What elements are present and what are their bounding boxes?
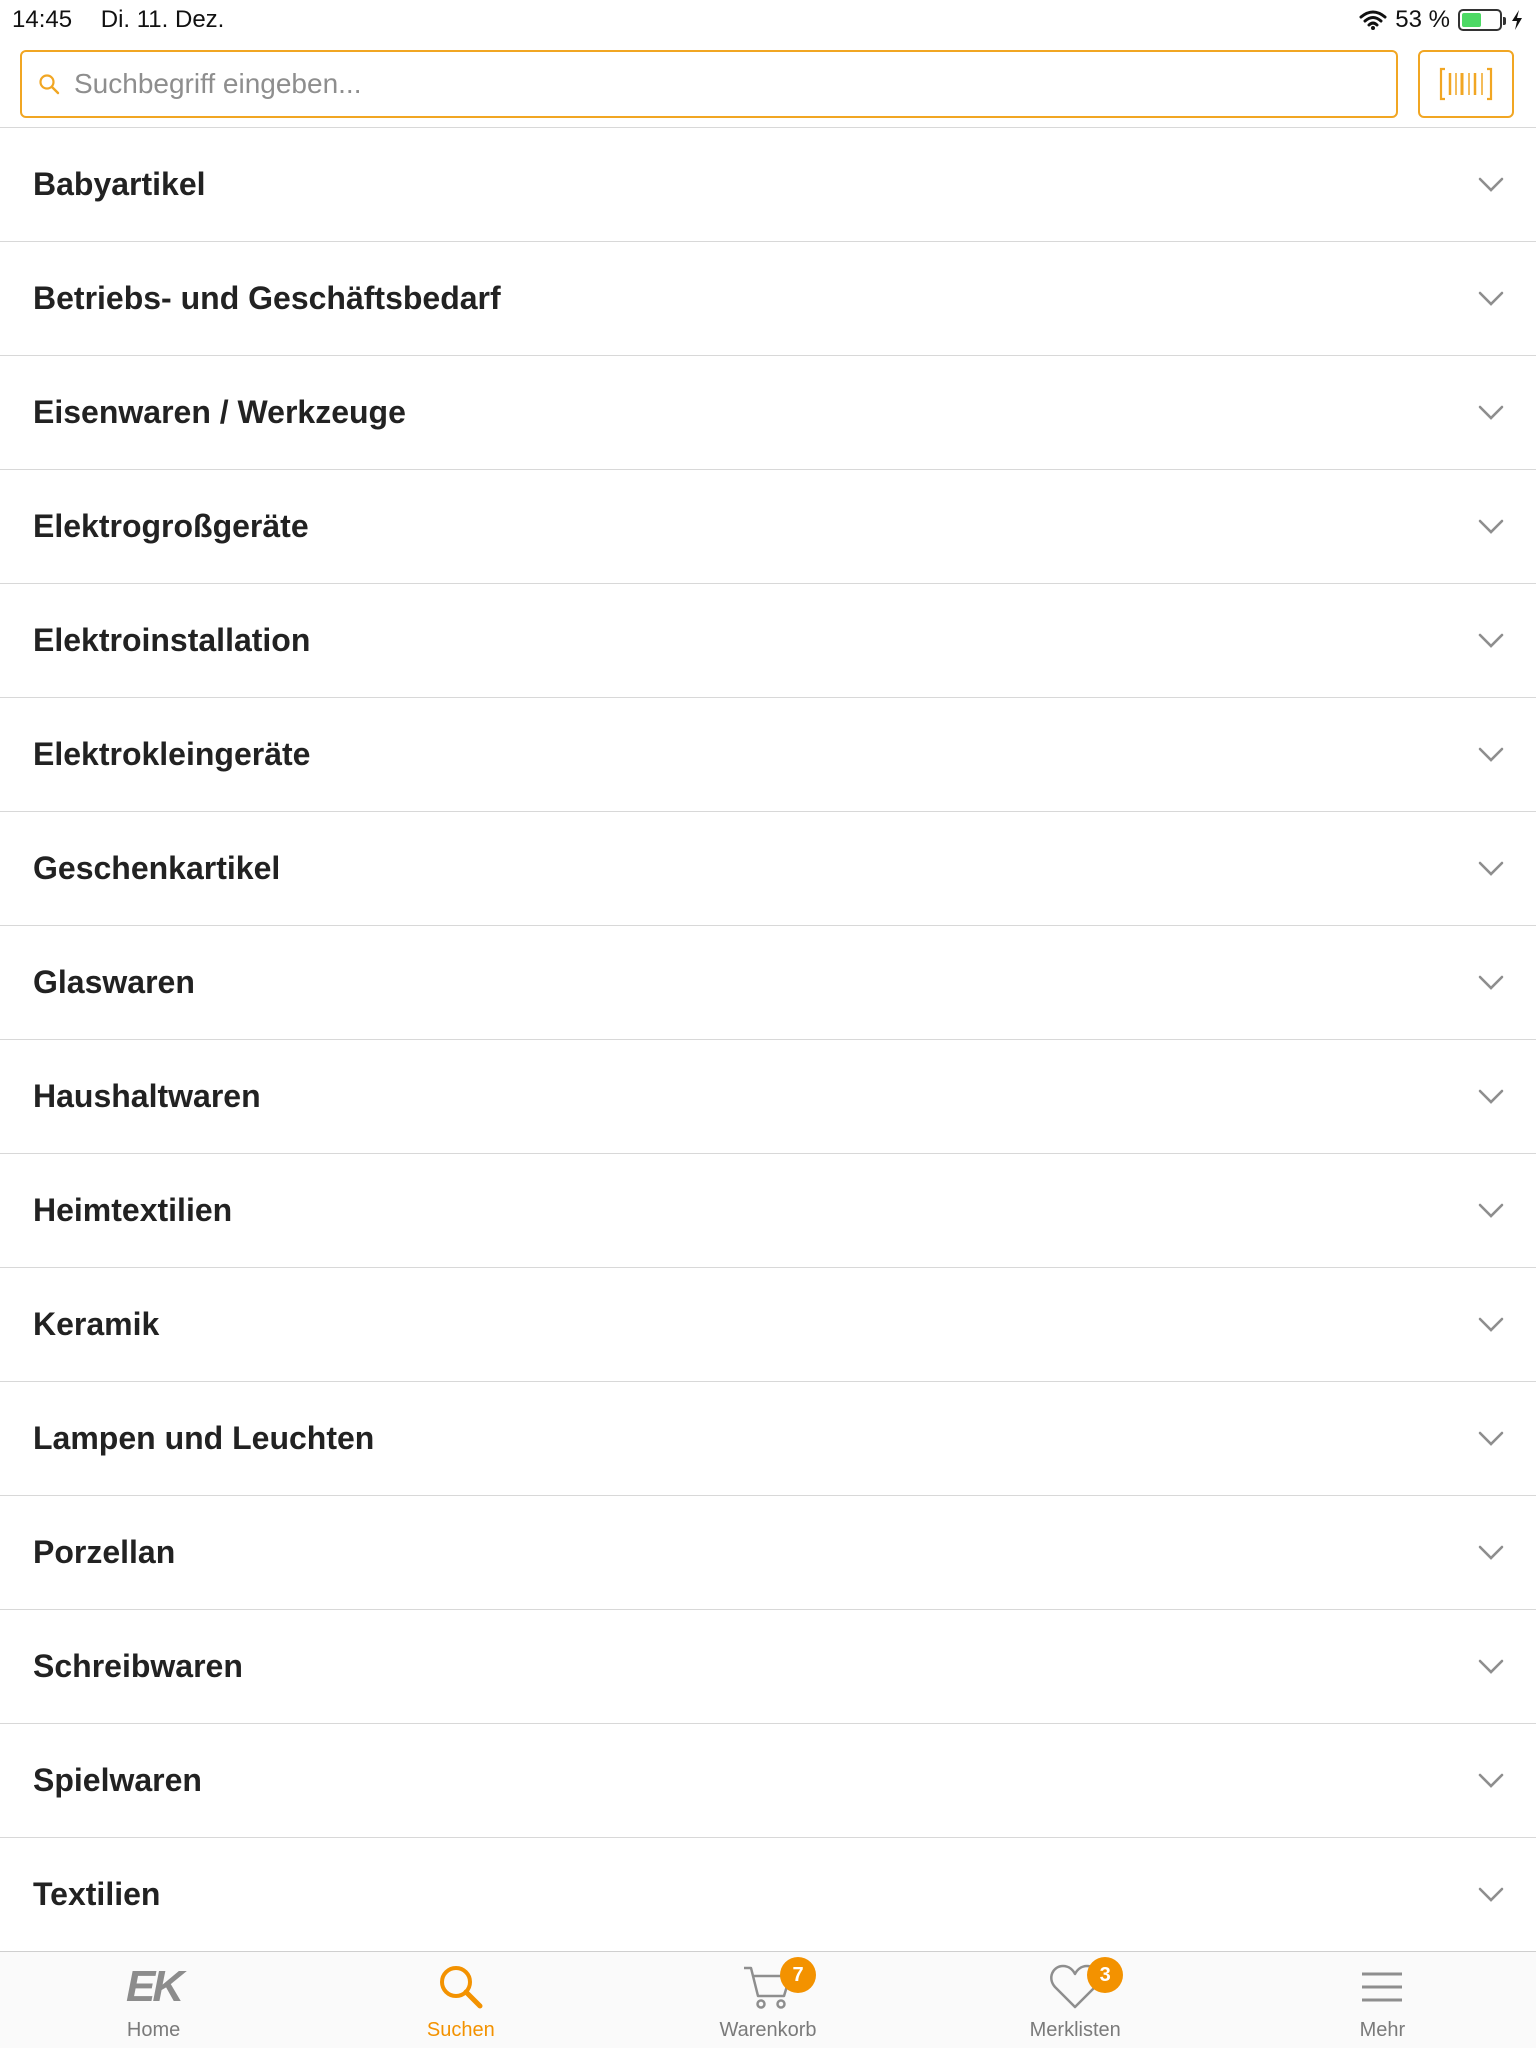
chevron-down-icon xyxy=(1478,1317,1504,1333)
chevron-down-icon xyxy=(1478,975,1504,991)
status-date: Di. 11. Dez. xyxy=(100,6,225,33)
battery-icon xyxy=(1458,9,1502,31)
category-item-haushaltwaren[interactable] xyxy=(0,1040,1536,1154)
wifi-icon xyxy=(1359,9,1387,31)
category-item-lampen[interactable] xyxy=(0,1382,1536,1496)
status-time: 14:45 xyxy=(12,6,73,33)
category-label: Babyartikel xyxy=(33,166,206,202)
category-item-eisenwaren[interactable] xyxy=(0,356,1536,470)
tab-label: Suchen xyxy=(426,2019,495,2041)
category-item-keramik[interactable] xyxy=(0,1268,1536,1382)
search-icon xyxy=(38,73,60,95)
battery-percent: 53 % xyxy=(1395,6,1450,33)
wishlist-badge: 3 xyxy=(1087,1957,1123,1993)
tab-cart[interactable] xyxy=(614,1952,921,2048)
ek-logo: EK xyxy=(126,1962,182,2011)
chevron-down-icon xyxy=(1478,1887,1504,1903)
charging-icon xyxy=(1510,9,1524,31)
tab-home[interactable] xyxy=(0,1952,307,2048)
search-box[interactable] xyxy=(20,50,1398,118)
status-bar xyxy=(0,0,1536,40)
category-label: Heimtextilien xyxy=(33,1192,233,1228)
chevron-down-icon xyxy=(1478,1203,1504,1219)
chevron-down-icon xyxy=(1478,1773,1504,1789)
tab-search-icon-wrap xyxy=(436,1961,486,2013)
chevron-down-icon xyxy=(1478,861,1504,877)
tab-label: Merklisten xyxy=(1029,2019,1121,2041)
barcode-scan-button[interactable] xyxy=(1418,50,1514,118)
tab-more[interactable] xyxy=(1229,1952,1536,2048)
category-item-glaswaren[interactable] xyxy=(0,926,1536,1040)
category-label: Elektroinstallation xyxy=(33,622,311,658)
battery-fill xyxy=(1462,13,1481,27)
chevron-down-icon xyxy=(1478,519,1504,535)
tab-label: Warenkorb xyxy=(719,2019,817,2041)
tab-more-icon-wrap xyxy=(1360,1961,1404,2013)
chevron-down-icon xyxy=(1478,633,1504,649)
category-label: Betriebs- und Geschäftsbedarf xyxy=(33,280,501,316)
tab-wishlists[interactable] xyxy=(922,1952,1229,2048)
search-input[interactable] xyxy=(60,52,1396,116)
category-item-schreibwaren[interactable] xyxy=(0,1610,1536,1724)
chevron-down-icon xyxy=(1478,1431,1504,1447)
tab-search[interactable] xyxy=(307,1952,614,2048)
category-label: Haushaltwaren xyxy=(33,1078,261,1114)
category-item-babyartikel[interactable] xyxy=(0,128,1536,242)
category-label: Lampen und Leuchten xyxy=(33,1420,375,1456)
category-label: Eisenwaren / Werkzeuge xyxy=(33,394,406,430)
category-item-geschenkartikel[interactable] xyxy=(0,812,1536,926)
category-label: Elektrokleingeräte xyxy=(33,736,311,772)
chevron-down-icon xyxy=(1478,1089,1504,1105)
category-item-textilien[interactable] xyxy=(0,1838,1536,1952)
category-item-elektrokleingeraete[interactable] xyxy=(0,698,1536,812)
category-item-elektroinstallation[interactable] xyxy=(0,584,1536,698)
category-label: Keramik xyxy=(33,1306,160,1342)
tab-bar xyxy=(0,1951,1536,2048)
chevron-down-icon xyxy=(1478,747,1504,763)
category-item-porzellan[interactable] xyxy=(0,1496,1536,1610)
category-item-heimtextilien[interactable] xyxy=(0,1154,1536,1268)
chevron-down-icon xyxy=(1478,291,1504,307)
tab-wishlists-icon-wrap xyxy=(1049,1961,1111,2013)
search-icon xyxy=(436,1962,486,2012)
status-right xyxy=(1359,6,1524,34)
category-label: Geschenkartikel xyxy=(33,850,281,886)
ek-logo-icon xyxy=(126,1961,181,2013)
tab-cart-icon-wrap xyxy=(742,1961,804,2013)
chevron-down-icon xyxy=(1478,1659,1504,1675)
category-label: Schreibwaren xyxy=(33,1648,243,1684)
search-row xyxy=(0,40,1536,128)
category-label: Spielwaren xyxy=(33,1762,202,1798)
tab-label: Mehr xyxy=(1359,2019,1406,2041)
category-label: Porzellan xyxy=(33,1534,176,1570)
chevron-down-icon xyxy=(1478,177,1504,193)
category-item-elektrogrossgeraete[interactable] xyxy=(0,470,1536,584)
status-left xyxy=(12,6,246,34)
category-item-spielwaren[interactable] xyxy=(0,1724,1536,1838)
category-label: Elektrogroßgeräte xyxy=(33,508,309,544)
tab-label: Home xyxy=(126,2019,181,2041)
category-label: Glaswaren xyxy=(33,964,195,1000)
chevron-down-icon xyxy=(1478,405,1504,421)
category-list xyxy=(0,128,1536,1952)
cart-badge: 7 xyxy=(780,1957,816,1993)
menu-icon xyxy=(1360,1970,1404,2004)
category-label: Textilien xyxy=(33,1876,161,1912)
barcode-scan-icon xyxy=(1439,67,1493,101)
chevron-down-icon xyxy=(1478,1545,1504,1561)
category-item-betriebsbedarf[interactable] xyxy=(0,242,1536,356)
